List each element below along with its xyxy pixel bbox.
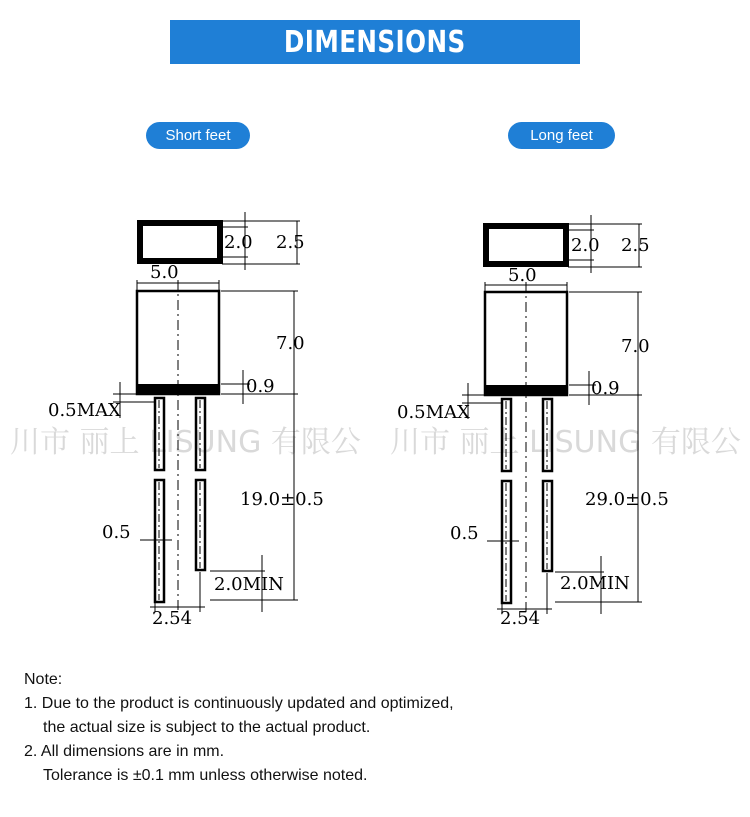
long-feet-label: Long feet	[508, 122, 615, 149]
long-dim-5-0: 5.0	[508, 265, 537, 286]
svg-text:川市 丽上 LISUNG 有限公: 川市 丽上 LISUNG 有限公	[390, 425, 741, 460]
long-top-view	[486, 226, 566, 264]
banner-title: DIMENSIONS	[284, 24, 466, 60]
note-1: 1. Due to the product is continuously updated and optimized,	[24, 695, 454, 712]
long-dim-2-0min: 2.0MIN	[560, 573, 630, 594]
long-dim-0-5: 0.5	[450, 523, 479, 544]
long-dim-0-9: 0.9	[591, 378, 620, 399]
short-dim-2-0: 2.0	[224, 232, 253, 253]
short-top-view	[140, 223, 220, 261]
notes-heading: Note:	[24, 671, 63, 688]
short-feet-label: Short feet	[146, 122, 250, 149]
short-dim-0-5: 0.5	[102, 522, 131, 543]
note-2: 2. All dimensions are in mm.	[24, 743, 225, 760]
long-dim-lead-length: 29.0±0.5	[585, 489, 669, 510]
long-feet-drawing	[462, 215, 642, 614]
note-1-continued: the actual size is subject to the actual product.	[43, 719, 371, 736]
note-2-continued: Tolerance is ±0.1 mm unless otherwise noted.	[43, 767, 368, 784]
notes-section	[24, 668, 454, 788]
long-dim-2-0: 2.0	[571, 235, 600, 256]
short-dim-2-0min: 2.0MIN	[214, 574, 284, 595]
short-dim-0-5max: 0.5MAX	[48, 400, 121, 421]
long-dim-7-0: 7.0	[621, 336, 650, 357]
short-dim-2-5: 2.5	[276, 232, 305, 253]
short-dim-0-9: 0.9	[246, 376, 275, 397]
short-dim-2-54: 2.54	[152, 608, 193, 629]
short-dim-lead-length: 19.0±0.5	[240, 489, 324, 510]
short-dim-7-0: 7.0	[276, 333, 305, 354]
short-dim-5-0: 5.0	[150, 262, 179, 283]
long-dim-2-5: 2.5	[621, 235, 650, 256]
svg-text:川市 丽上 LISUNG 有限公: 川市 丽上 LISUNG 有限公	[10, 425, 361, 460]
watermark	[10, 425, 741, 460]
long-dim-0-5max: 0.5MAX	[397, 402, 470, 423]
short-feet-drawing	[113, 212, 300, 612]
long-dim-2-54: 2.54	[500, 608, 541, 629]
